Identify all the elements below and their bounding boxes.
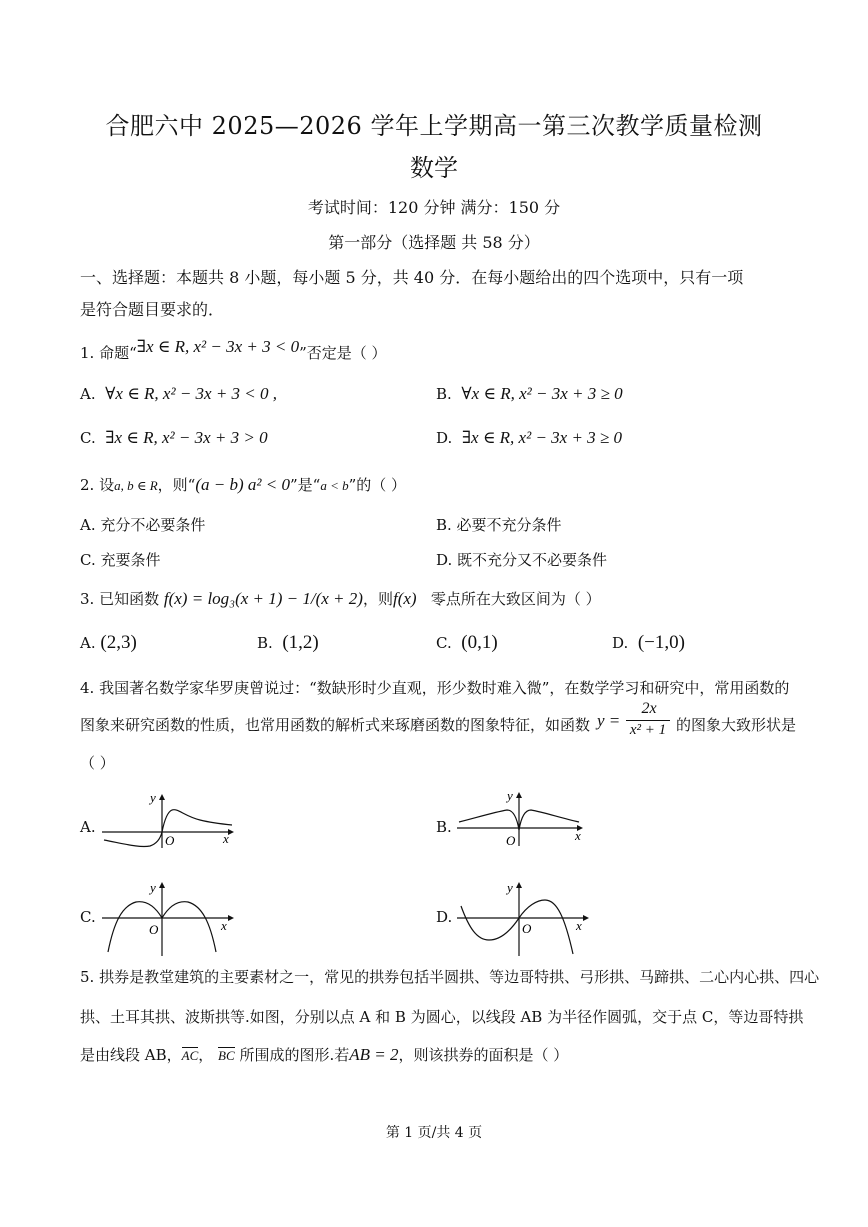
q1-stem-prefix: 1. 命题“ — [80, 344, 137, 362]
q1-option-c — [80, 428, 268, 448]
q4-function-y: y = — [597, 711, 621, 730]
q2-stem-d: ”的（ ） — [348, 476, 407, 494]
q3-option-c-label: C. — [436, 634, 452, 652]
q5-line3d: ，则该拱券的面积是（ ） — [398, 1046, 569, 1064]
q1-stem — [80, 337, 387, 363]
graph-a-x-arrow — [228, 829, 234, 835]
graph-a-x-label: x — [223, 831, 229, 846]
q5-line3a: 是由线段 AB， — [80, 1046, 182, 1064]
graph-d-y-label: y — [507, 880, 513, 895]
q5-line1: 5. 拱券是教堂建筑的主要素材之一，常见的拱券包括半圆拱、等边哥特拱、弓形拱、马蹄拱、二心内心拱、四心 — [80, 968, 820, 986]
graph-d-x-label: x — [576, 918, 582, 933]
q2-stem-math1: a, b ∈ R — [114, 478, 158, 493]
q1-stem-math: ∃x ∈ R, x² − 3x + 3 < 0 — [136, 337, 300, 356]
q1-option-d-math: ∃x ∈ R, x² − 3x + 3 ≥ 0 — [461, 428, 623, 447]
q4-line2a: 图象来研究函数的性质，也常用函数的解析式来琢磨函数的图象特征，如函数 — [80, 716, 591, 734]
section-instruction-line1: 一、选择题：本题共 8 小题，每小题 5 分，共 40 分．在每小题给出的四个选项中，只有一项 — [80, 268, 744, 287]
q1-option-a-math: ∀x ∈ R, x² − 3x + 3 < 0 , — [105, 384, 278, 403]
graph-c-origin-label: O — [149, 922, 159, 937]
q4-line3: （ ） — [80, 754, 115, 772]
page-footer: 第 1 页/共 4 页 — [385, 1125, 483, 1141]
q5-arc-bc: BC — [218, 1048, 235, 1063]
q4-graph-d — [455, 878, 595, 958]
q3-option-a-label: A. — [80, 634, 96, 652]
graph-c-y-label: y — [150, 880, 156, 895]
graph-d-origin-label: O — [522, 921, 532, 936]
graph-b-y-arrow — [516, 792, 522, 798]
q4-line1: 4. 我国著名数学家华罗庚曾说过：“数缺形时少直观，形少数时难入微”，在数学学习和研究中，常用函数的 — [80, 679, 790, 697]
q3-stem-math: f(x) = log₃(x + 1) − 1/(x + 2) — [163, 589, 363, 608]
graph-d-curve — [461, 900, 573, 954]
q2-option-d: D. 既不充分又不必要条件 — [436, 551, 608, 569]
q3-option-a — [80, 632, 137, 654]
graph-b-origin-label: O — [506, 833, 516, 848]
q3-stem-math2: f(x) — [392, 589, 417, 608]
q3-option-c — [436, 632, 498, 654]
graph-d-y-arrow — [516, 882, 522, 888]
q1-option-a — [80, 384, 277, 404]
q3-option-b-label: B. — [257, 634, 273, 652]
q2-stem-c: ”是“ — [289, 476, 321, 494]
q3-stem-b: ，则 — [362, 590, 393, 608]
graph-c-x-label: x — [221, 918, 227, 933]
q2-stem — [80, 474, 406, 495]
q5-line3-math: AB = 2 — [349, 1045, 399, 1064]
q3-option-d — [612, 632, 685, 654]
graph-d-x-arrow — [583, 915, 589, 921]
q3-option-d-label: D. — [612, 634, 629, 652]
q4-line2b: 的图象大致形状是 — [676, 716, 797, 734]
exam-title: 合肥六中 2025—2026 学年上学期高一第三次教学质量检测 — [105, 112, 763, 140]
q3-stem-a: 3. 已知函数 — [80, 590, 160, 608]
q4-fraction-bar — [626, 720, 670, 721]
q1-option-b-label: B. — [436, 385, 452, 403]
q4-graph-a — [100, 790, 240, 850]
q4-option-b-label: B. — [436, 818, 452, 836]
q1-option-c-label: C. — [80, 429, 96, 447]
q2-stem-a: 2. 设 — [80, 476, 115, 494]
q1-option-d-label: D. — [436, 429, 453, 447]
q4-option-c-label: C. — [80, 908, 96, 926]
q4-option-d-label: D. — [436, 908, 453, 926]
graph-c-x-arrow — [228, 915, 234, 921]
q3-option-c-value: (0,1) — [461, 632, 498, 653]
q3-option-b-value: (1,2) — [282, 632, 319, 653]
q4-graph-b — [455, 788, 595, 850]
q5-line3c: 所围成的图形.若 — [239, 1046, 350, 1064]
q2-option-b: B. 必要不充分条件 — [436, 516, 562, 534]
section-instruction-line2: 是符合题目要求的． — [80, 300, 225, 319]
q3-stem — [80, 588, 601, 609]
q4-fraction-numerator: 2x — [641, 700, 657, 717]
graph-b-y-label: y — [507, 788, 513, 803]
q1-option-c-math: ∃x ∈ R, x² − 3x + 3 > 0 — [105, 428, 268, 447]
graph-c-y-arrow — [159, 882, 165, 888]
q5-arc-ac: AC — [181, 1048, 199, 1063]
q5-line3b: ， — [198, 1046, 214, 1064]
q3-option-a-value: (2,3) — [100, 632, 137, 653]
q4-graph-c — [100, 878, 240, 958]
q4-option-a-label: A. — [80, 818, 96, 836]
q4-fraction-denominator: x² + 1 — [629, 722, 667, 738]
q1-option-b — [436, 384, 623, 404]
q3-option-b — [257, 632, 319, 654]
graph-a-origin-label: O — [165, 833, 175, 848]
q2-stem-math2: (a − b) a² < 0 — [195, 475, 290, 494]
q5-line3 — [80, 1044, 568, 1065]
q3-option-d-value: (−1,0) — [637, 632, 685, 653]
q2-option-a: A. 充分不必要条件 — [80, 516, 206, 534]
graph-b-x-label: x — [575, 828, 581, 843]
graph-a-y-label: y — [150, 790, 156, 805]
part-heading: 第一部分（选择题 共 58 分） — [328, 233, 540, 252]
graph-a-y-arrow — [159, 794, 165, 800]
subject-title: 数学 — [410, 154, 458, 182]
q2-stem-math3: a < b — [320, 478, 349, 493]
q2-option-c: C. 充要条件 — [80, 551, 161, 569]
q1-option-d — [436, 428, 622, 448]
q2-stem-b: ，则“ — [157, 476, 196, 494]
q1-option-a-label: A. — [80, 385, 96, 403]
q1-option-b-math: ∀x ∈ R, x² − 3x + 3 ≥ 0 — [461, 384, 623, 403]
q5-line2: 拱、土耳其拱、波斯拱等.如图，分别以点 A 和 B 为圆心，以线段 AB 为半径作圆弧，交于点 C，等边哥特拱 — [80, 1008, 804, 1026]
q3-stem-c: 零点所在大致区间为（ ） — [430, 590, 601, 608]
q1-stem-suffix: ”否定是（ ） — [299, 344, 387, 362]
exam-info: 考试时间：120 分钟 满分：150 分 — [307, 198, 561, 217]
